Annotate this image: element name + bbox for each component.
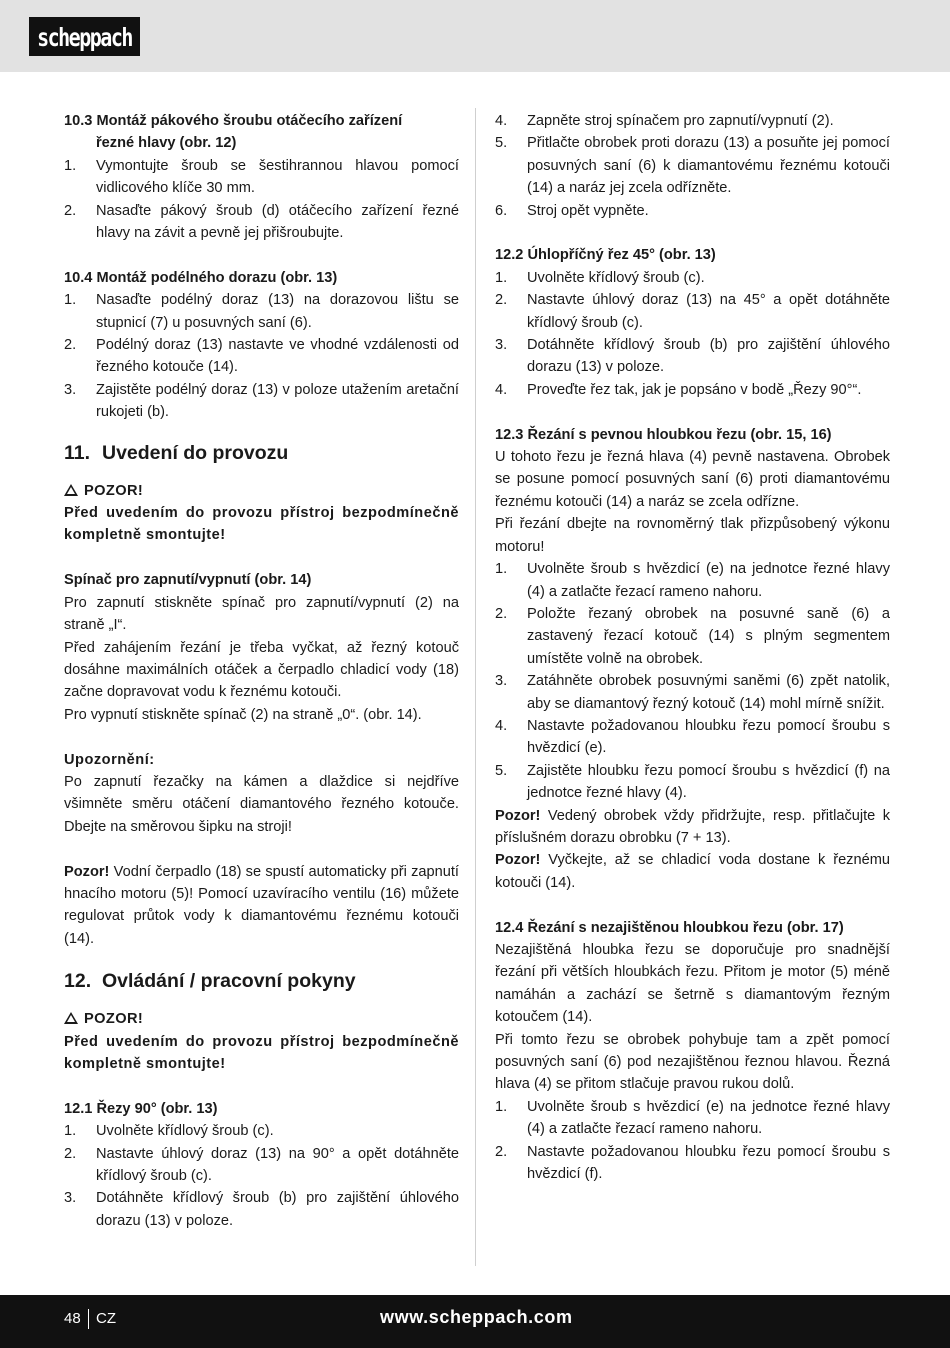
section-10-3-title: 10.3 Montáž pákového šroubu otáčecího zařízení řezné hlavy (obr. 12) bbox=[64, 113, 403, 152]
list-item: 2. Nasaďte pákový šroub (d) otáčecího zařízení řezné hlavy na závit a pevně jej přišroubujte. bbox=[64, 202, 459, 242]
list-item: 1. Uvolněte šroub s hvězdicí (e) na jednotce řezné hlavy (4) a zatlačte řezací rameno nahoru. bbox=[495, 561, 890, 600]
list-item: 2. Podélný doraz (13) nastavte ve vhodné vzdálenosti od řezného kotouče (14). bbox=[64, 337, 459, 376]
list-item: 1. Nasaďte podélný doraz (13) na dorazovou lištu se stupnicí (7) u posuvných saní (6). bbox=[64, 292, 459, 331]
section-12-heading: 12. Ovládání / pracovní pokyny bbox=[64, 970, 356, 993]
section-12-3-title: 12.3 Řezání s pevnou hloubkou řezu (obr. 15, 16) bbox=[495, 426, 832, 443]
note-title: Upozornění: bbox=[64, 751, 155, 768]
left-column bbox=[64, 110, 459, 1232]
section-10-4-title: 10.4 Montáž podélného dorazu (obr. 13) bbox=[64, 269, 338, 286]
list-item: 5. Přitlačte obrobek proti dorazu (13) a posuňte jej pomocí posuvných saní (6) k diamantovému řeznému kotouči (14) a naráz jej zcela odřízněte. bbox=[495, 135, 890, 197]
paragraph: U tohoto řezu je řezná hlava (4) pevně nastavena. Obrobek se posune pomocí posuvných saní (6) proti diamantovému řeznému kotouči (14) a naráz se zcela odřízne. bbox=[495, 449, 890, 510]
list-item: 2. Nastavte úhlový doraz (13) na 45° a opět dotáhněte křídlový šroub (c). bbox=[495, 292, 890, 331]
warning-icon bbox=[64, 1012, 78, 1024]
section-11-heading: 11. Uvedení do provozu bbox=[64, 441, 289, 464]
pozor-paragraph: Pozor! Vodní čerpadlo (18) se spustí automaticky při zapnutí hnacího motoru (5)! Pomocí uzavíracího ventilu (16) můžete regulovat průtok vody k diamantovému řeznému kotouči (14). bbox=[64, 863, 459, 947]
list-item: 4. Zapněte stroj spínačem pro zapnutí/vypnutí (2). bbox=[495, 113, 834, 129]
switch-title: Spínač pro zapnutí/vypnutí (obr. 14) bbox=[64, 572, 312, 589]
warning-label: POZOR! bbox=[64, 480, 459, 502]
list-item: 3. Zatáhněte obrobek posuvnými saněmi (6) zpět natolik, aby se diamantový řezný kotouč (14) mohl mírně snížit. bbox=[495, 673, 890, 712]
website-link[interactable]: www.scheppach.com bbox=[380, 1307, 573, 1327]
list-item: 6. Stroj opět vypněte. bbox=[495, 202, 649, 219]
section-12-4-title: 12.4 Řezání s nezajištěnou hloubkou řezu (obr. 17) bbox=[495, 919, 844, 936]
list-item: 4. Nastavte požadovanou hloubku řezu pomocí šroubu s hvězdicí (e). bbox=[495, 717, 890, 757]
warning-text: Před uvedením do provozu přístroj bezpodmínečně kompletně smontujte! bbox=[64, 1033, 459, 1072]
page-footer bbox=[0, 1295, 950, 1348]
right-column bbox=[495, 110, 890, 1185]
warning-icon bbox=[64, 484, 78, 496]
list-item: 4. Proveďte řez tak, jak je popsáno v bodě „Řezy 90°“. bbox=[495, 381, 862, 398]
paragraph: Při tomto řezu se obrobek pohybuje tam a zpět pomocí posuvných saní (6) pod nezajištěnou řeznou hlavou. Řezná hlava (4) se přitom stlačuje pravou rukou dolů. bbox=[495, 1031, 890, 1093]
list-item: 1. Vymontujte šroub se šestihrannou hlavou pomocí vidlicového klíče 30 mm. bbox=[64, 157, 459, 197]
list-item: 3. Zajistěte podélný doraz (13) v poloze utažením aretační rukojeti (b). bbox=[64, 381, 459, 421]
list-item: 3. Dotáhněte křídlový šroub (b) pro zajištění úhlového dorazu (13) v poloze. bbox=[64, 1190, 459, 1229]
warning-label: POZOR! bbox=[64, 1008, 459, 1030]
list-item: 3. Dotáhněte křídlový šroub (b) pro zajištění úhlového dorazu (13) v poloze. bbox=[495, 337, 890, 376]
page-number: 48 bbox=[64, 1310, 81, 1327]
pozor-paragraph: Pozor! Vyčkejte, až se chladicí voda dostane k řeznému kotouči (14). bbox=[495, 852, 890, 891]
list-item: 5. Zajistěte hloubku řezu pomocí šroubu s hvězdicí (f) na jednotce řezné hlavy (4). bbox=[495, 762, 890, 802]
paragraph: Po zapnutí řezačky na kámen a dlaždice si nejdříve všimněte směru otáčení diamantového řezného kotouče. Dbejte na směrovou šipku na stroji! bbox=[64, 773, 459, 835]
list-item: 1. Uvolněte šroub s hvězdicí (e) na jednotce řezné hlavy (4) a zatlačte řezací rameno nahoru. bbox=[495, 1098, 890, 1138]
list-item: 2. Nastavte úhlový doraz (13) na 90° a opět dotáhněte křídlový šroub (c). bbox=[64, 1145, 459, 1184]
list-item: 2. Položte řezaný obrobek na posuvné saně (6) a zastavený řezací kotouč (14) s plným segmentem umístěte volně na obrobek. bbox=[495, 605, 890, 667]
paragraph: Při řezání dbejte na rovnoměrný tlak přizpůsobený výkonu motoru! bbox=[495, 516, 890, 555]
paragraph: Pro zapnutí stiskněte spínač pro zapnutí/vypnutí (2) na straně „I“. bbox=[64, 594, 459, 634]
warning-text: Před uvedením do provozu přístroj bezpodmínečně kompletně smontujte! bbox=[64, 505, 459, 544]
footer-separator bbox=[88, 1309, 89, 1329]
list-item: 1. Uvolněte křídlový šroub (c). bbox=[64, 1123, 274, 1140]
section-12-2-title: 12.2 Úhlopříčný řez 45° (obr. 13) bbox=[495, 247, 716, 264]
list-item: 1. Uvolněte křídlový šroub (c). bbox=[495, 269, 705, 286]
list-item: 2. Nastavte požadovanou hloubku řezu pomocí šroubu s hvězdicí (f). bbox=[495, 1143, 890, 1183]
section-12-1-title: 12.1 Řezy 90° (obr. 13) bbox=[64, 1100, 218, 1117]
page-header bbox=[0, 0, 950, 72]
pozor-paragraph: Pozor! Vedený obrobek vždy přidržujte, resp. přitlačujte k příslušném dorazu obrobku (7 + 13). bbox=[495, 807, 890, 846]
column-divider bbox=[475, 108, 476, 1266]
paragraph: Nezajištěná hloubka řezu se doporučuje pro snadnější řezání při větších hloubkách řezu. Přitom je motor (5) méně namáhán a zachází se šetrně s diamantovým řezným kotoučem (14). bbox=[495, 941, 890, 1026]
scheppach-logo bbox=[29, 17, 140, 56]
paragraph: Před zahájením řezání je třeba vyčkat, až řezný kotouč dosáhne maximálních otáček a čerpadlo chladicí vody (18) začne dopravovat vodu k řeznému kotouči. bbox=[64, 639, 459, 701]
language-code: CZ bbox=[96, 1310, 116, 1327]
paragraph: Pro vypnutí stiskněte spínač (2) na straně „0“. (obr. 14). bbox=[64, 706, 422, 723]
logo-text: scheppach bbox=[37, 21, 132, 52]
